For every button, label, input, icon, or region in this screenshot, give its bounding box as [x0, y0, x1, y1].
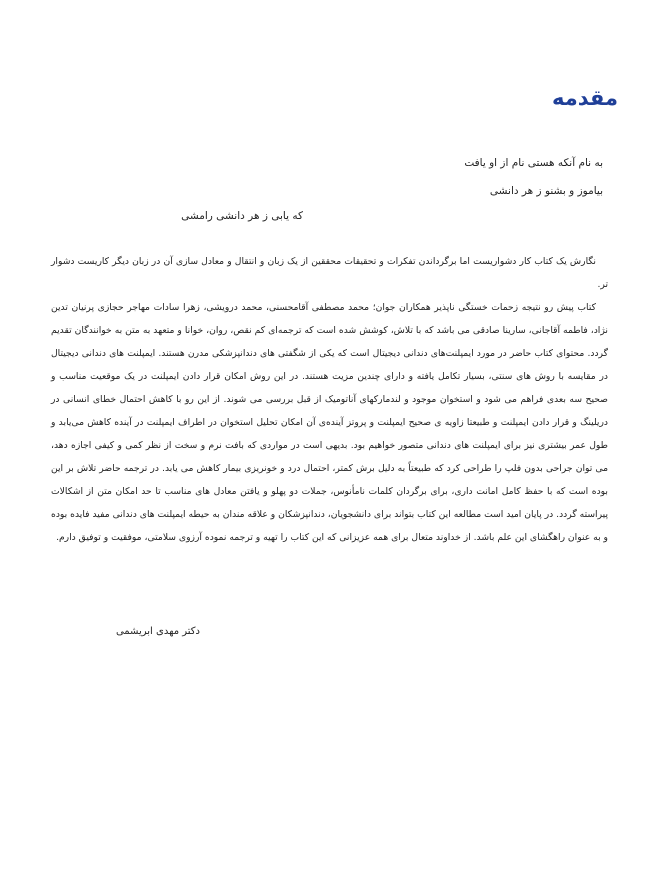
introduction-body	[51, 250, 608, 549]
poem-line-3: که یابی ز هر دانشی رامشی	[181, 210, 303, 222]
author-signature: دکتر مهدی ابریشمی	[115, 626, 200, 637]
paragraph-1: نگارش یک کتاب کار دشواریست اما برگرداندن تفکرات و تحقیقات محققین از یک زبان و انتقال و معادل سازی آن در زبان دیگر کاریست دشوار تر.	[51, 256, 608, 290]
page-title: مقدمه	[552, 86, 618, 110]
poem-line-2: بیاموز و بشنو ز هر دانشی	[489, 185, 603, 197]
paragraph-2: کتاب پیش رو نتیجه زحمات خستگی ناپذیر همکاران جوان؛ محمد مصطفی آقامحسنی، محمد درویشی، زهرا سادات مهاجر حجازی پرنیان تدین نژاد، فاطمه آقاجانی، سارینا صادقی می باشد که با تلاش، کوشش شده است که ترجمه‌ای کم نقص، روان، خوانا و متعهد به متن به خوانندگان تقدیم گردد. محتوای کتاب حاضر در مورد ایمپلنت‌های دندانی دیجیتال است که یکی از شگفتی های دندانپزشکی مدرن هستند. ایمپلنت های دندانی دیجیتال در مقایسه با روش های سنتی، بسیار تکامل یافته و دارای چندین مزیت هستند. در این روش امکان قرار دادن ایمپلنت در یک موقعیت مناسب و صحیح سه بعدی فراهم می شود و استخوان موجود و لندمارکهای آناتومیک از قبل بررسی می شوند. از این رو با کاهش احتمال خطای انسانی در دریلینگ و قرار دادن ایمپلنت و طبیعتا زاویه ی صحیح ایمپلنت و پروتز آینده‌ی آن امکان تحلیل استخوان در اطراف ایمپلنت در آینده کاهش می‌یابد و طول عمر بیشتری نیز برای ایمپلنت های دندانی متصور خواهیم بود. بدیهی است در مواردی که بافت نرم و سخت از نظر کمی و کیفی اجازه دهد، می توان جراحی بدون فلپ را طراحی کرد که طبیعتاً به دلیل برش کمتر، احتمال درد و خونریزی بیمار کاهش می یابد. در ترجمه حاضر تلاش بر این بوده است که با حفظ کامل امانت داری، برای برگردان کلمات نامأنوس، جملات دو پهلو و یافتن معادل های مناسب تا حد امکان متن از اشکالات پیراسته گردد. در پایان امید است مطالعه این کتاب بتواند برای دانشجویان، دندانپزشکان و علاقه مندان به حیطه ایمپلنت های دندانی مفید فایده بوده و به عنوان راهگشای این علم باشد. از خداوند متعال برای همه عزیزانی که این کتاب را تهیه و ترجمه نموده آرزوی سلامتی، موفقیت و توفیق دارم.	[51, 302, 608, 543]
poem-line-1: به نام آنکه هستی نام از او یافت	[464, 157, 603, 169]
